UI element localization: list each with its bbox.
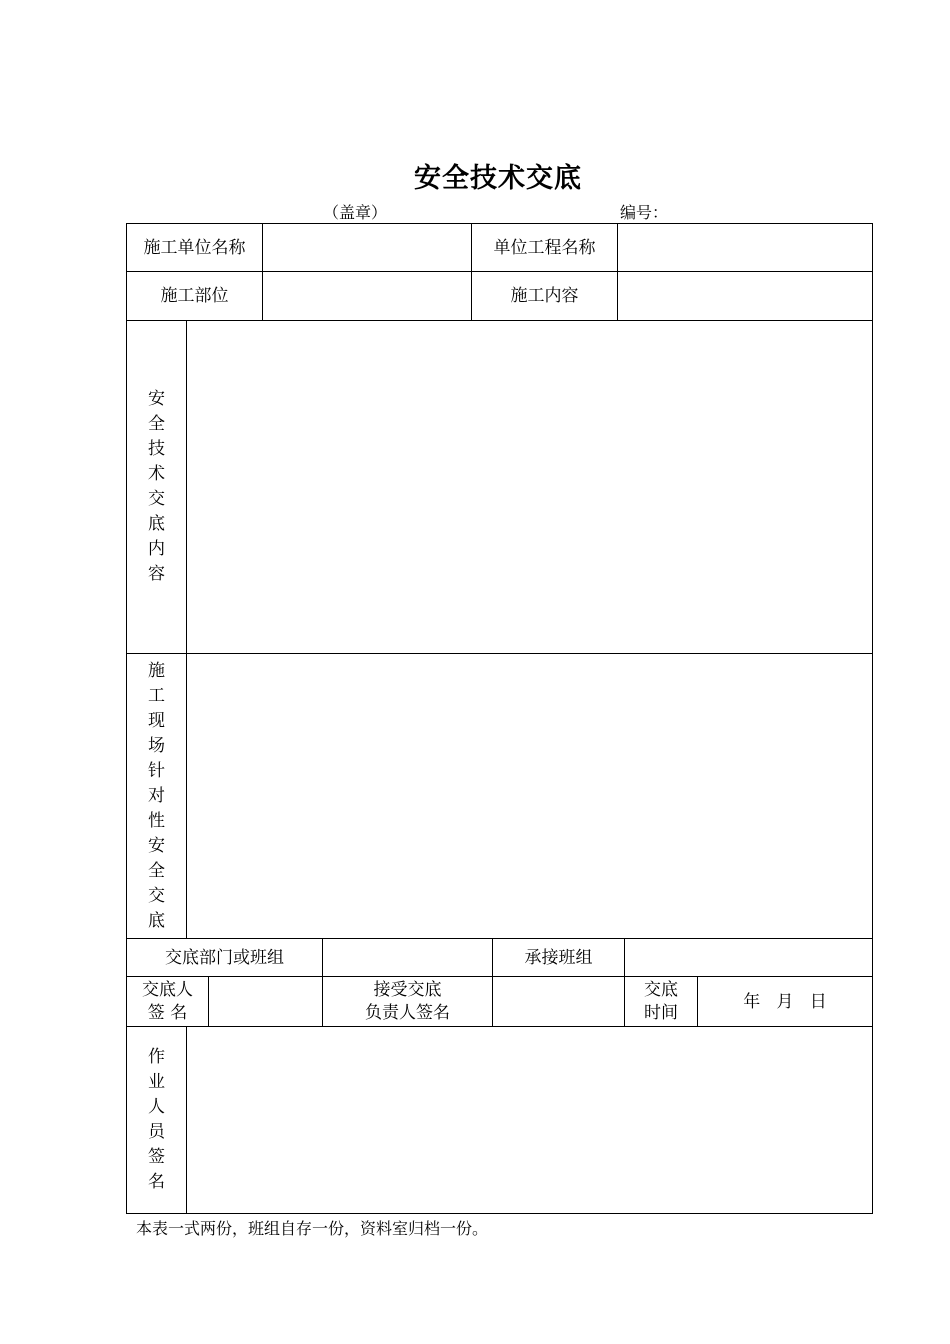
dept-label: 交底部门或班组 [126, 938, 323, 977]
receiving-team-field[interactable] [624, 938, 873, 977]
dept-field[interactable] [322, 938, 493, 977]
worker-sign-label: 作 业 人 员 签 名 [126, 1026, 187, 1214]
receiving-team-label: 承接班组 [492, 938, 625, 977]
receiver-sign-label: 接受交底 负责人签名 [322, 976, 493, 1027]
briefer-sign-field[interactable] [208, 976, 323, 1027]
safety-content-field[interactable] [186, 320, 873, 654]
worker-sign-field[interactable] [186, 1026, 873, 1214]
site-specific-label: 施 工 现 场 针 对 性 安 全 交 底 [126, 653, 187, 939]
brief-date-field[interactable]: 年 月 日 [697, 976, 873, 1027]
project-name-field[interactable] [617, 223, 873, 272]
safety-content-label: 安 全 技 术 交 底 内 容 [126, 320, 187, 654]
footer-note: 本表一式两份，班组自存一份，资料室归档一份。 [136, 1219, 489, 1238]
project-name-label: 单位工程名称 [471, 223, 618, 272]
unit-name-field[interactable] [262, 223, 472, 272]
content-field[interactable] [617, 271, 873, 321]
receiver-sign-field[interactable] [492, 976, 625, 1027]
site-specific-field[interactable] [186, 653, 873, 939]
stamp-label: （盖章） [323, 203, 388, 222]
unit-name-label: 施工单位名称 [126, 223, 263, 272]
content-label: 施工内容 [471, 271, 618, 321]
location-field[interactable] [262, 271, 472, 321]
serial-number-label: 编号： [620, 203, 669, 222]
briefer-sign-label: 交底人 签 名 [126, 976, 209, 1027]
brief-time-label: 交底 时间 [624, 976, 698, 1027]
location-label: 施工部位 [126, 271, 263, 321]
page-title: 安全技术交底 [414, 163, 582, 194]
